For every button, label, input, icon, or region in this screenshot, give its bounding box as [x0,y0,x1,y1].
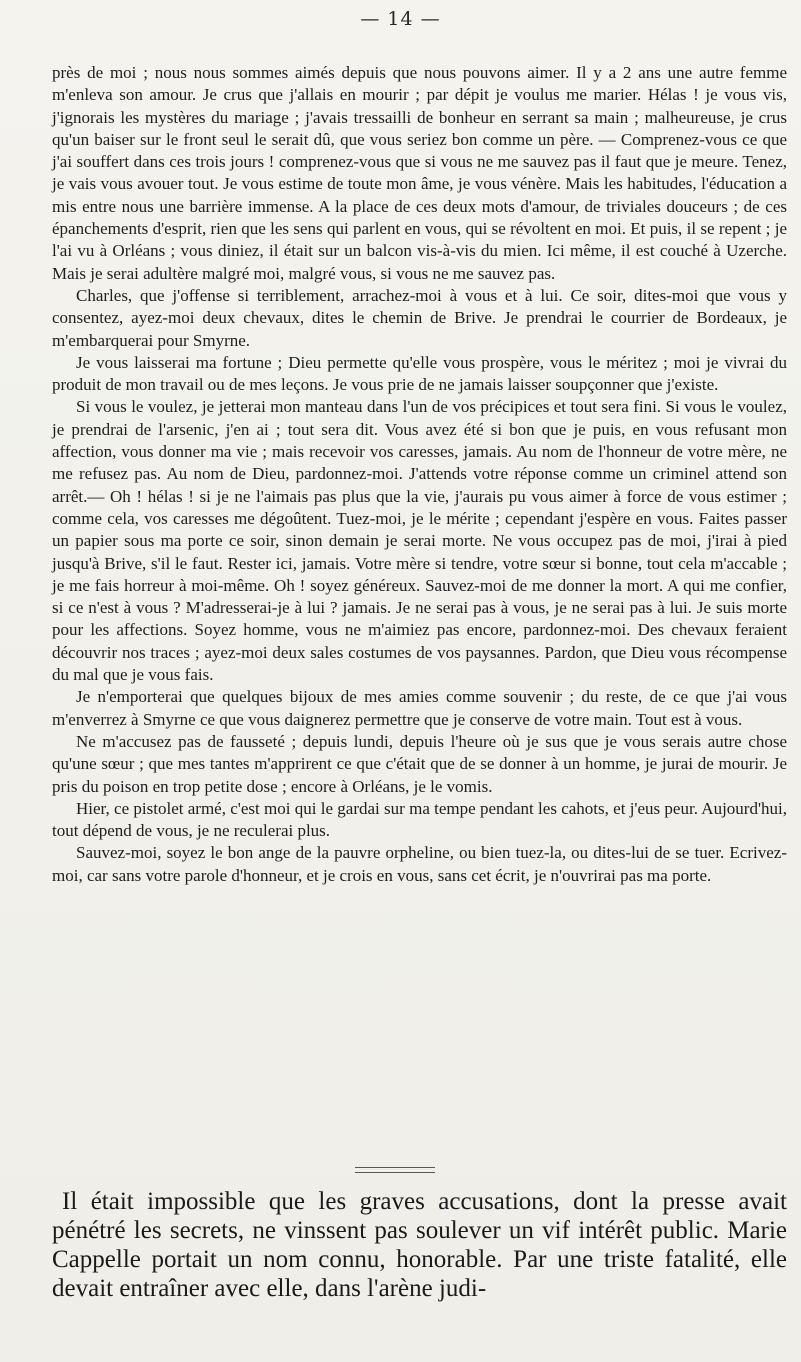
letter-text [52,62,787,887]
section-divider [355,1167,435,1173]
letter-paragraph: Hier, ce pistolet armé, c'est moi qui le gardai sur ma tempe pendant les cahots, et j'eus peur. Aujourd'hui, tout dépend de vous, je ne reculerai plus. [52,798,787,841]
letter-paragraph: Si vous le voulez, je jetterai mon manteau dans l'un de vos précipices et tout sera fini. Si vous le voulez, je prendrai de l'arsenic, j'en ai ; tout sera dit. Vous avez été si bon que je puis, en vous refusant mon affection, vous donner ma vie ; mais recevoir vos caresses, jamais. Au nom de l'honneur de votre mère, ne me refusez pas. Au nom de Dieu, pardonnez-moi. J'attends votre réponse comme un criminel attend son arrêt.— Oh ! hélas ! si je ne l'aimais pas plus que la vie, j'aurais pu vous aimer à force de vous estimer ; comme cela, vos caresses me dégoûtent. Tuez-moi, je le mérite ; cependant j'espère en vous. Faites passer un papier sous ma porte ce soir, sinon demain je serai morte. Ne vous occupez pas de moi, j'irai à pied jusqu'à Brive, s'il le faut. Rester ici, jamais. Votre mère si tendre, votre sœur si bonne, tout cela m'accable ; je me fais horreur à moi-même. Oh ! soyez généreux. Sauvez-moi de me donner la mort. A qui me confier, si ce n'est à vous ? M'adresserai-je à lui ? jamais. Je ne serai pas à vous, je ne serai pas à lui. Je suis morte pour les affections. Soyez homme, vous ne m'aimiez pas encore, pardonnez-moi. Des chevaux feraient découvrir nos traces ; ayez-moi deux sales costumes de vos paysannes. Pardon, que Dieu vous récompense du mal que je vous fais. [52,397,787,685]
letter-paragraph: Je n'emporterai que quelques bijoux de mes amies comme souvenir ; du reste, de ce que j'ai vous m'enverrez à Smyrne ce que vous daignerez permettre que je conserve de votre main. Tout est à vous. [52,687,787,729]
letter-paragraph: Je vous laisserai ma fortune ; Dieu permette qu'elle vous prospère, vous le méritez ; moi je vivrai du produit de mon travail ou de mes leçons. Je vous prie de ne jamais laisser soupçonner que j'existe. [52,352,787,395]
narrative-paragraph: Il était impossible que les graves accusations, dont la presse avait pénétré les secrets, ne vinssent pas soulever un vif intérêt public. Marie Cappelle portait un nom connu, honorable. Par une triste fatalité, elle devait entraîner avec elle, dans l'arène judi- [52,1188,787,1302]
letter-paragraph: Charles, que j'offense si terriblement, arrachez-moi à vous et à lui. Ce soir, dites-moi que vous y consentez, ayez-moi deux chevaux, dites le chemin de Brive. Je prendrai le courrier de Bordeaux, je m'embarquerai pour Smyrne. [52,285,787,350]
letter-paragraph: Sauvez-moi, soyez le bon ange de la pauvre orpheline, ou bien tuez-la, ou dites-lui de se tuer. Ecrivez-moi, car sans votre parole d'honneur, et je crois en vous, sans cet écrit, je n'ouvrirai pas ma porte. [52,843,787,885]
letter-paragraph: Ne m'accusez pas de fausseté ; depuis lundi, depuis l'heure où je sus que je vous serais autre chose qu'une sœur ; que mes tantes m'apprirent ce que c'était que de se donner à un homme, je jurai de mourir. Je pris du poison en trop petite dose ; encore à Orléans, je le vomis. [52,731,787,796]
letter-paragraph: près de moi ; nous nous sommes aimés depuis que nous pouvons aimer. Il y a 2 ans une autre femme m'enleva son amour. Je crus que j'allais en mourir ; par dépit je voulus me marier. Hélas ! je vous vis, j'ignorais les mystères du mariage ; j'avais tressailli de bonheur en serrant sa main ; malheureuse, je crus qu'un baiser sur le front seul le serait dû, que vous seriez bon comme un père. — Comprenez-vous ce que j'ai souffert dans ces trois jours ! comprenez-vous que si vous ne me sauvez pas il faut que je meure. Tenez, je vais vous avouer tout. Je vous estime de toute mon âme, je vous vénère. Mais les habitudes, l'éducation a mis entre nous une barrière immense. A la place de ces deux mots d'amour, de triviales douceurs ; de ces épanchements d'esprit, rien que les sens qui parlent en vous, qui se révoltent en moi. Et puis, il se repent ; je l'ai vu à Orléans ; vous diniez, il était sur un balcon vis-à-vis du mien. Ici même, il est couché à Uzerche. Mais je serai adultère malgré moi, malgré vous, si vous ne me sauvez pas. [52,63,787,283]
page-number: — 14 — [360,8,441,30]
